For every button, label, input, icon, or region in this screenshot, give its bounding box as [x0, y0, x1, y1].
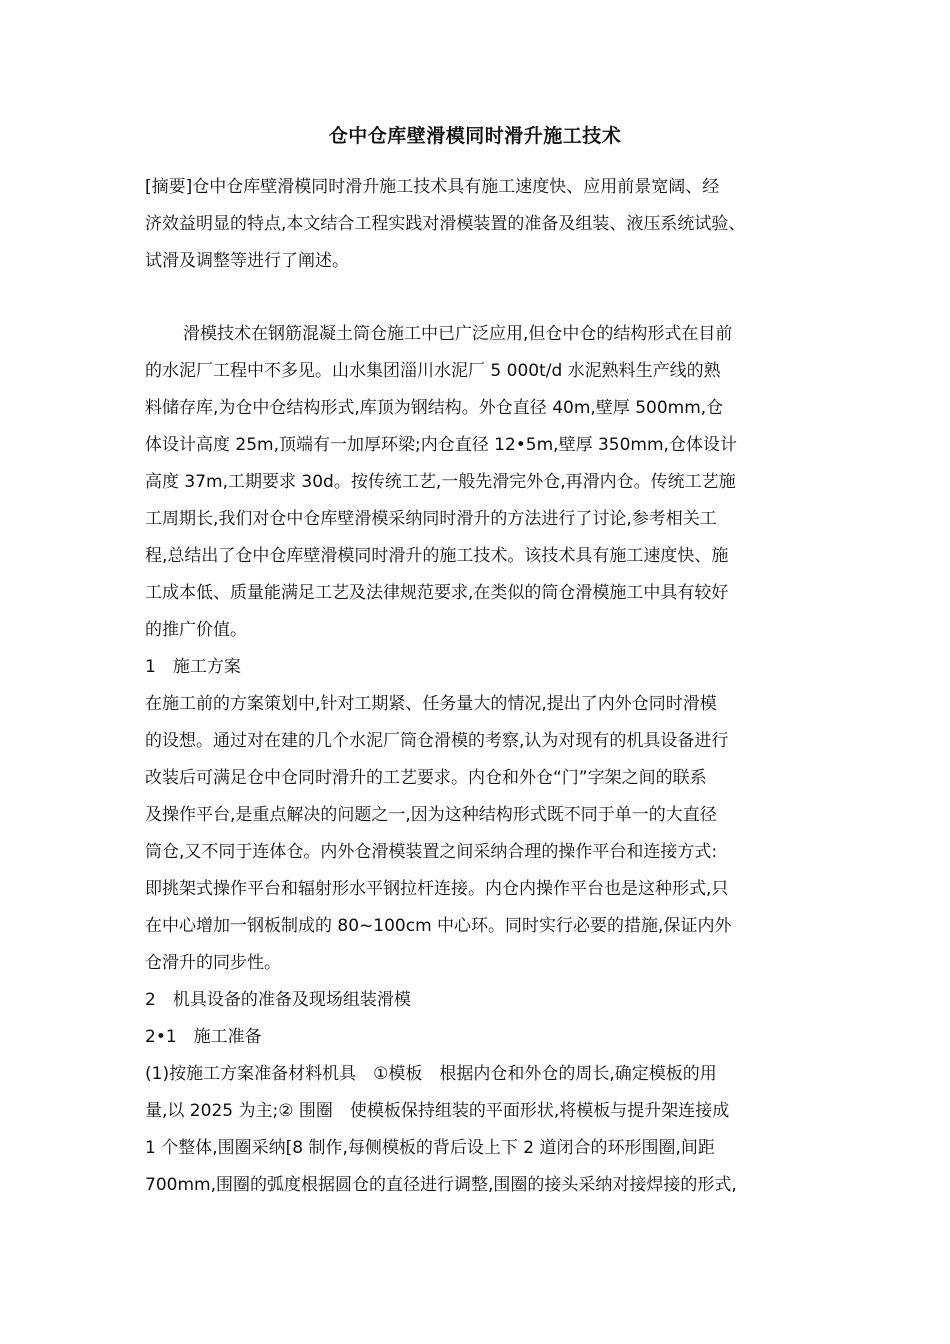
body-line: 及操作平台,是重点解决的问题之一,因为这种结构形式既不同于单一的大直径 [145, 805, 717, 825]
body-line: 在施工前的方案策划中,针对工期紧、任务量大的情况,提出了内外仓同时滑模 [145, 694, 717, 714]
body-line: 料储存库,为仓中仓结构形式,库顶为钢结构。外仓直径 40m,壁厚 500mm,仓 [145, 398, 724, 418]
body-line: 仓滑升的同步性。 [145, 953, 281, 973]
section-heading-1: 1 施工方案 [145, 657, 241, 677]
body-line: 1 个整体,围圈采纳[8 制作,每侧模板的背后设上下 2 道闭合的环形围圈,间距 [145, 1138, 715, 1158]
body-line: 的水泥厂工程中不多见。山水集团淄川水泥厂 5 000t/d 水泥熟料生产线的熟 [145, 361, 721, 381]
body-line: 的设想。通过对在建的几个水泥厂筒仓滑模的考察,认为对现有的机具设备进行 [145, 731, 729, 751]
body-line: 即挑架式操作平台和辐射形水平钢拉杆连接。内仓内操作平台也是这种形式,只 [145, 879, 729, 899]
subsection-heading-2-1: 2•1 施工准备 [145, 1027, 262, 1047]
document-title: 仓中仓库壁滑模同时滑升施工技术 [328, 125, 622, 147]
body-line: 改装后可满足仓中仓同时滑升的工艺要求。内仓和外仓“门”字架之间的联系 [145, 768, 707, 788]
body-line: 体设计高度 25m,顶端有一加厚环梁;内仓直径 12•5m,壁厚 350mm,仓体设计 [145, 435, 737, 455]
body-line: 工周期长,我们对仓中仓库壁滑模采纳同时滑升的方法进行了讨论,参考相关工 [145, 509, 717, 529]
body-line: 的推广价值。 [145, 620, 247, 640]
body-line: 滑模技术在钢筋混凝土筒仓施工中已广泛应用,但仓中仓的结构形式在目前 [183, 324, 733, 344]
body-line: 700mm,围圈的弧度根据圆仓的直径进行调整,围圈的接头采纳对接焊接的形式, [145, 1175, 737, 1195]
abstract-line-2: 济效益明显的特点,本文结合工程实践对滑模装置的准备及组装、液压系统试验、 [145, 214, 746, 234]
body-line: (1)按施工方案准备材料机具 ①模板 根据内仓和外仓的周长,确定模板的用 [145, 1064, 717, 1084]
section-heading-2: 2 机具设备的准备及现场组装滑模 [145, 990, 411, 1010]
body-line: 量,以 2025 为主;② 围圈 使模板保持组装的平面形状,将模板与提升架连接成 [145, 1101, 730, 1121]
abstract-line-1: [摘要]仓中仓库壁滑模同时滑升施工技术具有施工速度快、应用前景宽阔、经 [145, 177, 720, 197]
body-line: 筒仓,又不同于连体仓。内外仓滑模装置之间采纳合理的操作平台和连接方式: [145, 842, 718, 862]
body-line: 程,总结出了仓中仓库壁滑模同时滑升的施工技术。该技术具有施工速度快、施 [145, 546, 729, 566]
abstract-line-3: 试滑及调整等进行了阐述。 [145, 251, 349, 271]
body-line: 在中心增加一钢板制成的 80~100cm 中心环。同时实行必要的措施,保证内外 [145, 916, 732, 936]
body-line: 工成本低、质量能满足工艺及法律规范要求,在类似的筒仓滑模施工中具有较好 [145, 583, 729, 603]
body-line: 高度 37m,工期要求 30d。按传统工艺,一般先滑完外仓,再滑内仓。传统工艺施 [145, 472, 736, 492]
